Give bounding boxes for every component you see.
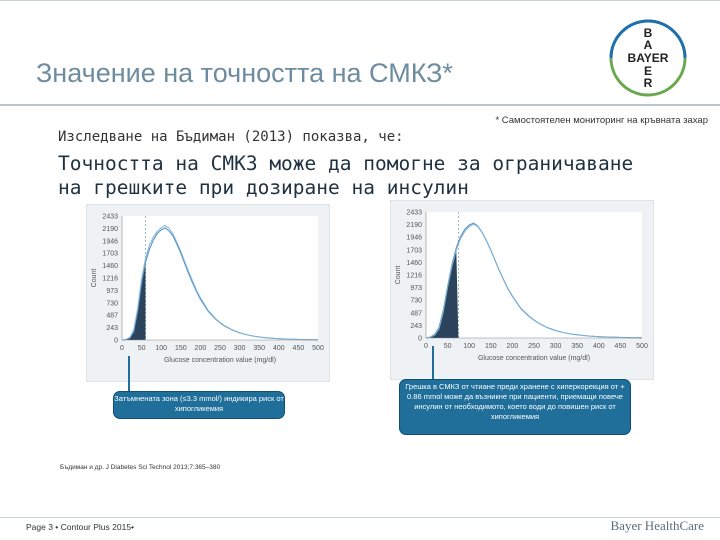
y-tick-label: 2433 [406,209,422,217]
y-tick-label: 973 [410,285,422,293]
y-tick-label: 2190 [406,222,422,230]
x-tick-label: 300 [233,345,246,352]
x-tick-label: 500 [312,345,324,352]
x-tick-label: 0 [120,345,124,352]
x-tick-label: 250 [528,343,540,350]
header-divider [0,104,720,106]
y-axis-label: Count [395,265,402,285]
x-tick-label: 100 [155,345,168,352]
x-tick-label: 500 [636,343,648,350]
y-tick-label: 1946 [406,234,422,242]
footnote: * Самостоятелен мониторинг на кръвната захар [495,115,708,126]
x-tick-label: 400 [592,343,605,350]
x-tick-label: 150 [174,345,187,352]
svg-text:BAYER: BAYER [627,51,669,65]
svg-text:B: B [643,26,653,40]
y-tick-label: 1703 [406,247,422,255]
top-border [0,0,720,1]
callout-hypoglycemia-zone: Затъмнената зона (≤3.3 mmol/) индикира риск от хипогликемия [114,392,284,418]
x-tick-label: 50 [443,343,452,350]
y-tick-label: 243 [106,325,118,333]
x-tick-label: 350 [253,345,266,352]
y-tick-label: 730 [410,297,422,305]
slide-title: Значение на точността на СМКЗ* [36,58,453,88]
svg-text:E: E [643,64,653,78]
brand-footer: Bayer HealthCare [610,518,704,533]
y-tick-label: 2433 [102,213,118,221]
callout-right-pointer [432,346,434,380]
x-tick-label: 350 [571,343,584,350]
y-tick-label: 0 [418,335,422,343]
page-number: Page 3 • Contour Plus 2015• [26,522,135,532]
x-tick-label: 450 [614,343,627,350]
x-axis-label: Glucose concentration value (mg/dl) [163,357,277,364]
citation: Бъдиман и др. J Diabetes Sci Technol 2013;7:365–380 [60,464,221,471]
x-tick-label: 150 [484,343,497,350]
y-axis-label: Count [91,268,98,288]
y-tick-label: 1460 [102,263,118,271]
y-tick-label: 0 [114,337,118,345]
callout-left-pointer [128,356,130,392]
y-tick-label: 487 [410,310,422,318]
x-tick-label: 50 [137,345,146,352]
histogram-chart-left [86,204,330,382]
x-tick-label: 400 [272,345,285,352]
x-tick-label: 0 [424,343,428,350]
x-tick-label: 200 [506,343,519,350]
x-axis-label: Glucose concentration value (mg/dl) [477,355,591,362]
y-tick-label: 243 [410,322,422,330]
bayer-cross-logo [608,18,688,98]
x-tick-label: 200 [194,345,207,352]
y-tick-label: 1703 [102,250,118,258]
x-tick-label: 450 [292,345,305,352]
y-tick-label: 2190 [102,225,118,233]
y-tick-label: 730 [106,300,118,308]
callout-smbg-error: Грешка в СМКЗ от чтиане преди хранене с хиперкорекция от + 0.86 mmol може да възникне при пациенти, приемащи повече инсулин от необходимото, което води до повишен риск от хипогликемия [400,380,630,434]
x-tick-label: 100 [463,343,476,350]
y-tick-label: 1216 [102,275,118,283]
x-tick-label: 300 [549,343,562,350]
y-tick-label: 1216 [406,272,422,280]
plot-area [122,216,318,340]
y-tick-label: 487 [106,312,118,320]
headline: Точността на СМКЗ може да помогне за ограничаване на грешките при дозиране на инсулин [58,152,634,199]
histogram-chart-right [390,200,654,380]
y-tick-label: 1946 [102,238,118,246]
svg-text:R: R [643,76,653,90]
y-tick-label: 973 [106,287,118,295]
x-tick-label: 250 [214,345,226,352]
intro-text: Изследване на Бъдиман (2013) показва, че: [58,129,404,145]
svg-text:A: A [643,38,653,52]
plot-area [426,212,642,338]
y-tick-label: 1460 [406,259,422,267]
